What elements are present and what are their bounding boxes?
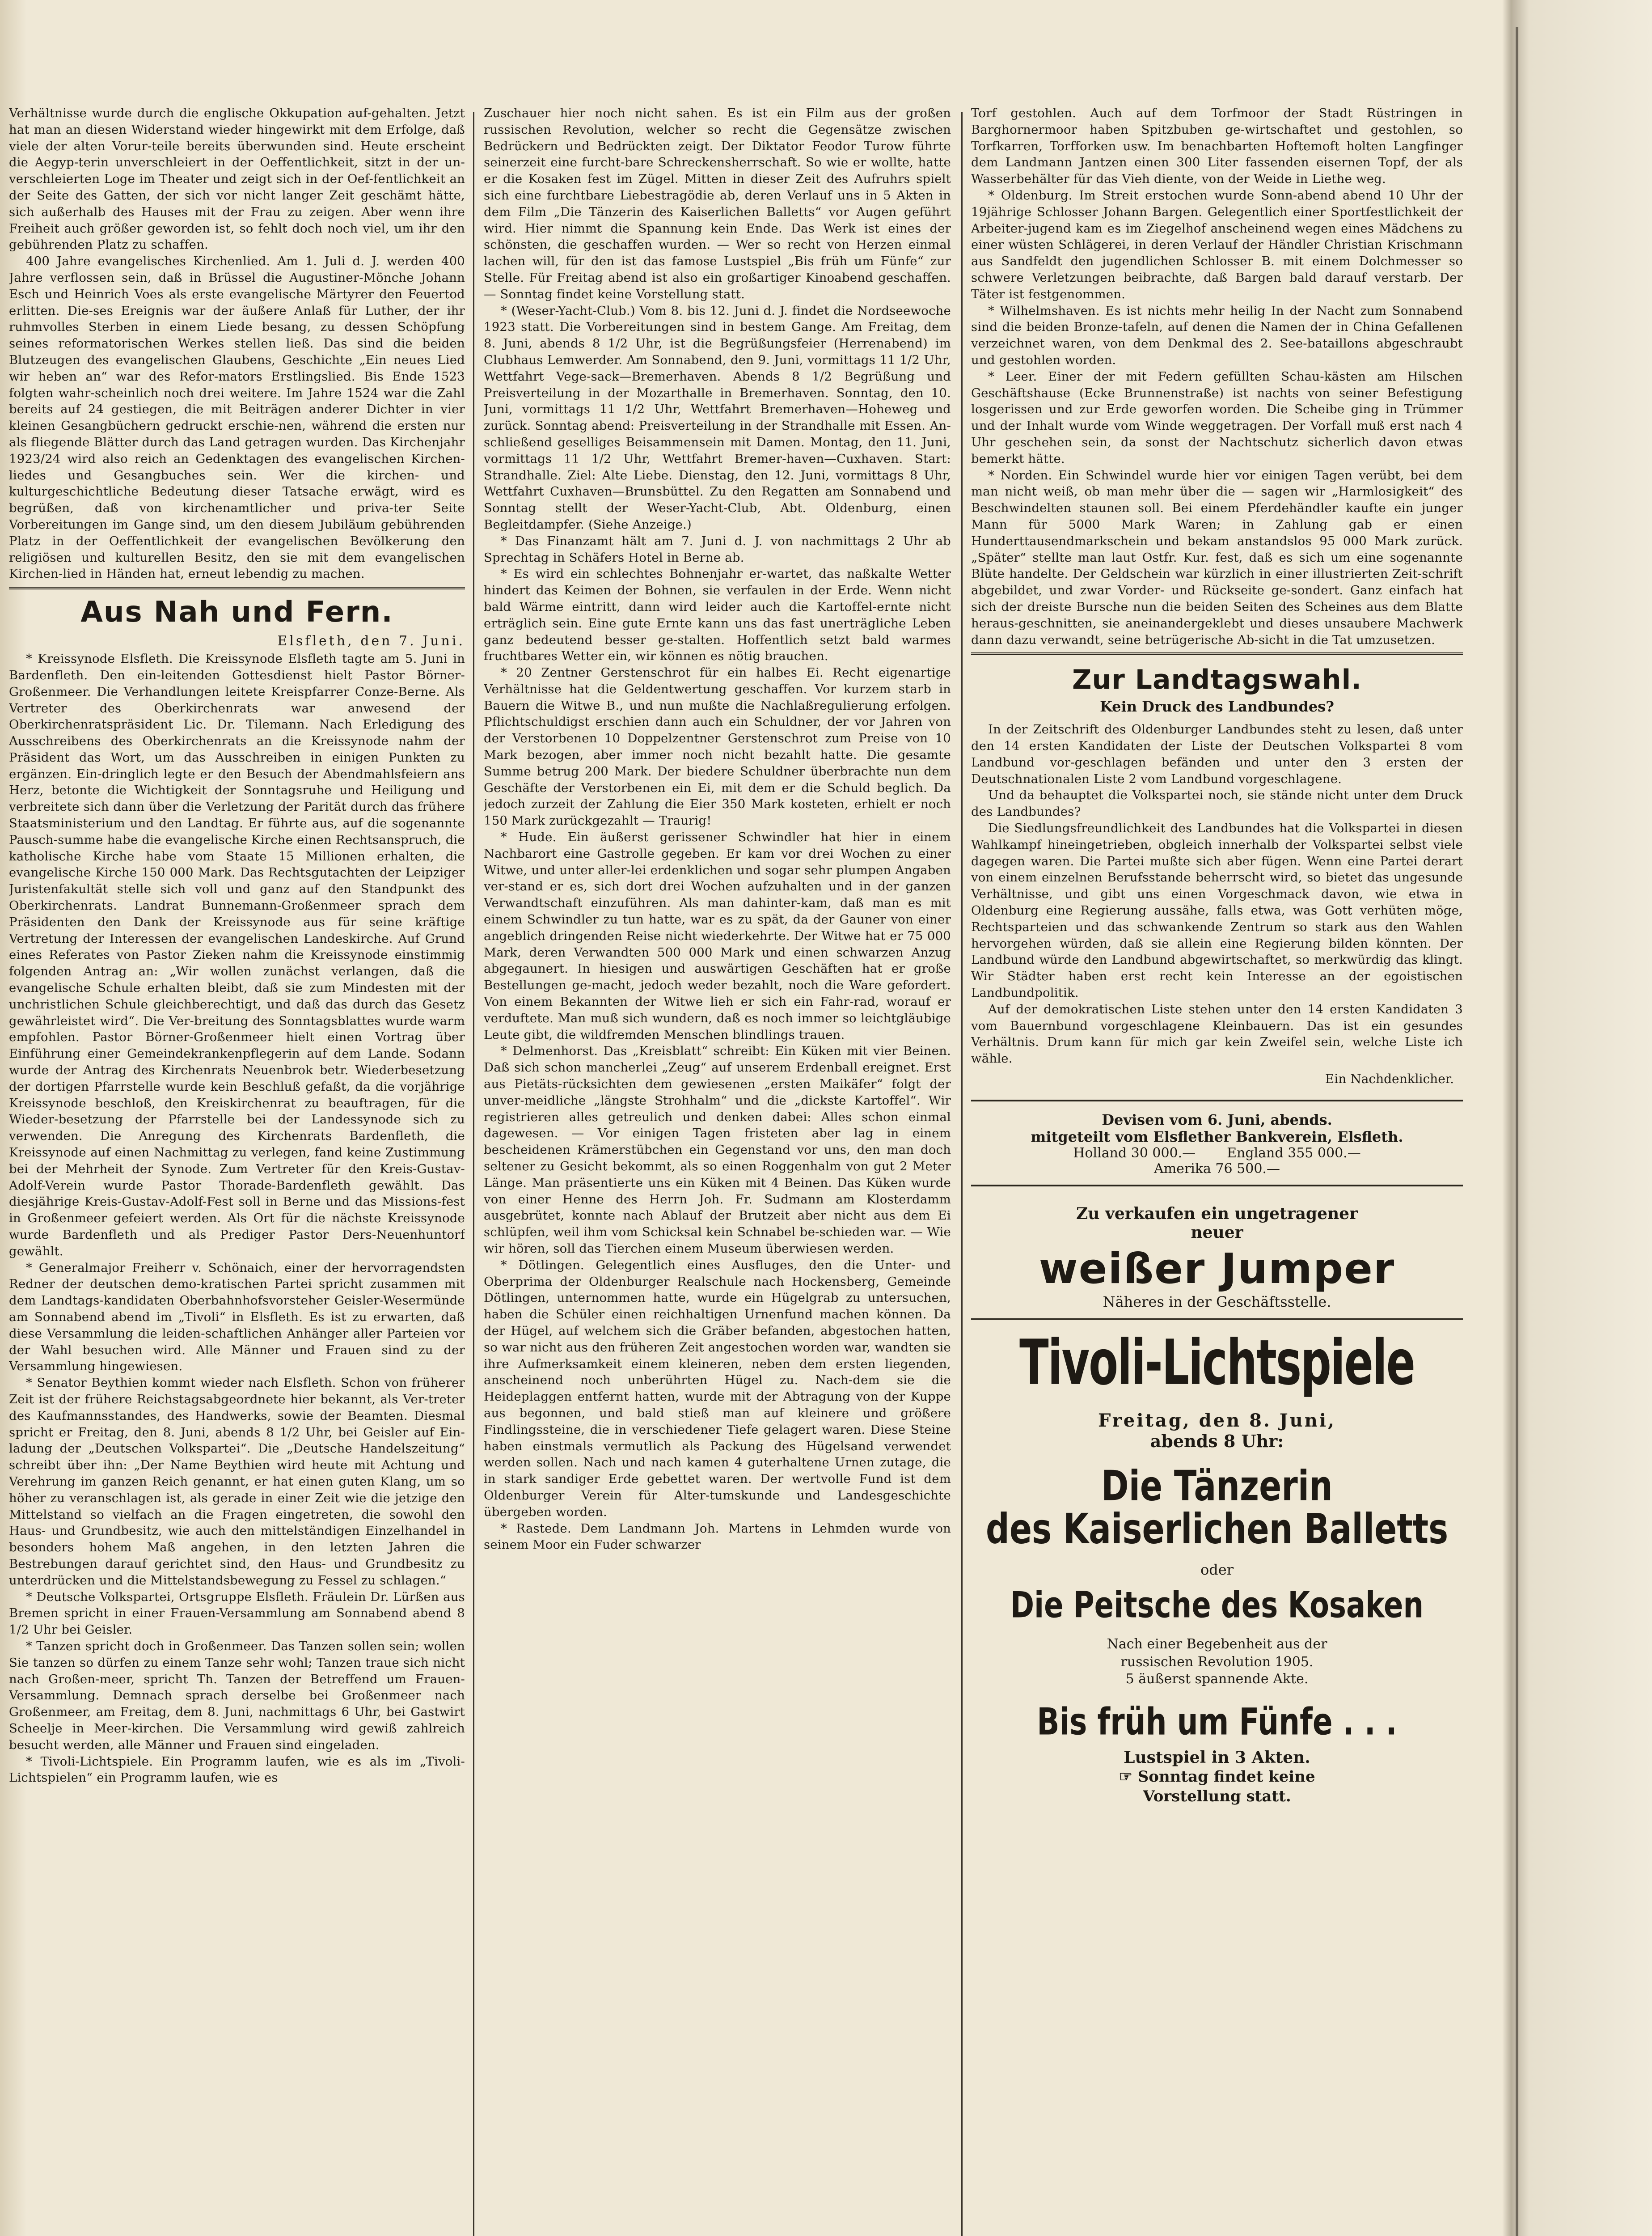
landtag-paragraph: Und da behauptet die Volkspartei noch, sie stände nicht unter dem Druck des Landbundes? (971, 788, 1463, 819)
film2-note-line1: Nach einer Begebenheit aus der (1107, 1636, 1327, 1652)
cinema-time: abends 8 Uhr: (1150, 1431, 1284, 1452)
landtag-paragraph: In der Zeitschrift des Oldenburger Landbundes steht zu lesen, daß unter den 14 ersten Kandidaten der Liste der Deutschen Volkspartei 8 vom Landbund vor-geschlagen befänden und unter den 3 ersten der Deutschnationalen Liste 2 vom Landbund vorgeschlagene. (971, 722, 1463, 786)
ad-jumper (971, 1204, 1463, 1310)
landtag-title: Zur Landtagswahl. (1072, 664, 1362, 696)
landtag-signature: Ein Nachdenklicher. (1325, 1071, 1454, 1087)
news-item: * Das Finanzamt hält am 7. Juni d. J. von nachmittags 2 Uhr ab Sprechtag in Schäfers Hotel in Berne ab. (484, 534, 951, 565)
news-item: * Delmenhorst. Das „Kreisblatt“ schreibt: Ein Küken mit vier Beinen. Daß sich schon mancherlei „Zeug“ auf unserem Erdenball ereignet. Erst aus Pietäts-rücksichten dem gewiesenen „ersten Maikäfer“ folgt der unver-meidliche „längste Strohhalm“ und die „dickste Kartoffel“. Wir registrieren alles getreulich und denken dabei: Alles schon einmal dagewesen. — Vor einigen Tagen fristeten aber lag in einem bescheidenen Krämerstübchen ein Gegenstand vor uns, den man doch seltener zu Gesicht bekommt, als so einen Roggenhalm von gut 2 Meter Länge. Man präsentierte uns ein Küken mit 4 Beinen. Das Küken wurde von einer Henne des Herrn Joh. Fr. Sudmann am Klosterdamm ausgebrütet, konnte nach Ablauf der Brutzeit aber nicht aus dem Ei schlüpfen, weil ihm vom Schicksal kein Schnabel be-schieden war. — Wie wir hören, soll das Tierchen einem Museum überwiesen werden. (484, 1044, 951, 1256)
column-middle (484, 105, 951, 2236)
devisen-rates-row (971, 1145, 1463, 1161)
film1-title-line2: des Kaiserlichen Balletts (985, 1505, 1449, 1553)
column-right-text (971, 105, 1463, 648)
dateline: Elsfleth, den 7. Juni. (277, 633, 465, 649)
news-item: Zuschauer hier noch nicht sahen. Es ist ein Film aus der großen russischen Revolution, welcher so recht die Gegensätze zwischen Bedrückern und Bedrückten zeigt. Der Diktator Feodor Turow führte seinerzeit eine furcht-bare Schreckensherrschaft. So wie er wollte, hatte er die Kosaken fest im Zügel. Mitten in dieser Zeit des Aufruhrs spielt sich eine furchtbare Liebestragödie ab, deren Verlauf uns in 5 Akten in dem Film „Die Tänzerin des Kaiserlichen Balletts“ vor Augen geführt wird. Hier nimmt die Spannung kein Ende. Das Werk ist eines der schönsten, die geschaffen wurden. — Wer so recht von Herzen einmal lachen will, für den ist das famose Lustspiel „Bis früh um Fünfe“ zur Stelle. Für Freitag abend ist also ein großartiger Kinoabend geschaffen. — Sonntag findet keine Vorstellung statt. (484, 106, 951, 301)
devisen-heading: Devisen vom 6. Juni, abends. (1102, 1111, 1332, 1129)
cinema-sunday-text: Sonntag findet keine (1137, 1768, 1315, 1786)
cinema-sunday-line2: Vorstellung statt. (1143, 1787, 1291, 1806)
section-divider (9, 587, 465, 589)
news-item: * Leer. Einer der mit Federn gefüllten Schau-kästen am Hilschen Geschäftshause (Ecke Brunnenstraße) ist nachts von seiner Befestigung losgerissen und zur Erde geworfen worden. Die Scheibe ging in Trümmer und der Inhalt wurde vom Winde weggetragen. Der Vorfall muß erst nach 4 Uhr geschehen sein, da sonst der Nachtschutz sicherlich davon etwas bemerkt hätte. (971, 369, 1463, 466)
section-divider (971, 652, 1463, 655)
cinema-name: Tivoli-Lichtspiele (1019, 1326, 1415, 1399)
news-item: * Kreissynode Elsfleth. Die Kreissynode Elsfleth tagte am 5. Juni in Bardenfleth. Den ein-leitenden Gottesdienst hielt Pastor Börner-Großenmeer. Die Verhandlungen leitete Kreispfarrer Conze-Berne. Als Vertreter des Oberkirchenrats war anwesend der Oberkirchenratspräsident Lic. Dr. Tilemann. Nach Erledigung des Ausschreibens des Oberkirchenrats an die Kreissynode nahm der Präsident das Wort, um das Ausschreiben in einigen Punkten zu ergänzen. Ein-dringlich legte er den Besuch der Abendmahlsfeiern ans Herz, betonte die Wichtigkeit der Sonntagsruhe und Heiligung und verbreitete sich dann über die Verletzung der Parität durch das frühere Staatsministerium und den Landtag. Er führte aus, auf die sogenannte Pausch-summe habe die evangelische Kirche einen Rechtsanspruch, die katholische Kirche habe vom Staate 15 Millionen erhalten, die evangelische Kirche 150 000 Mark. Das Rechtsgutachten der Leipziger Juristenfakultät stelle sich voll und ganz auf den Standpunkt des Oberkirchenrats. Landrat Bunnemann-Großenmeer sprach dem Präsidenten den Dank der Kreissynode aus für seine kräftige Vertretung der Interessen der evangelischen Landeskirche. Auf Grund eines Referates von Pastor Zieken nahm die Kreissynode einstimmig folgenden Antrag an: „Wir wollen zunächst verlangen, daß die evangelische Schule erhalten bleibt, daß sie zum Mindesten mit der unchristlichen Schule gleichberechtigt, und daß das durch das Gesetz gewährleistet wird“. Die Ver-breitung des Sonntagsblattes wurde warm empfohlen. Pastor Börner-Großenmeer hielt einen Vortrag über Einführung einer Gemeindekrankenpflegerin auf dem Lande. Sodann wurde der Antrag des Kirchenrats Neuenbrok betr. Wiederbesetzung der dortigen Pfarrstelle wurde kein Beschluß gefaßt, da die vorjährige Kreissynode beschloß, den Kreiskirchenrat zu beauftragen, für die Wieder-besetzung der Pfarrstelle bei der Landessynode sich zu verwenden. Die Anregung des Kirchenrats Bardenfleth, die Kreissynode auf einen Nachmittag zu verlegen, fand keine Zustimmung bei der Mehrheit der Synode. Zum Vertreter für den Kreis-Gustav-Adolf-Verein wurde Pastor Thorade-Bardenfleth gewählt. Das diesjährige Kreis-Gustav-Adolf-Fest soll in Berne und das Missions-fest in Großenmeer gefeiert werden. Als Ort für die nächste Kreissynode wurde Bardenfleth und als Prediger Pastor Ders-Neuenhuntorf gewählt. (9, 652, 465, 1258)
ad-divider (971, 1318, 1463, 1320)
film2-note-line2: russischen Revolution 1905. (1120, 1654, 1314, 1670)
ad-cinema (971, 1326, 1463, 1806)
landtag-paragraph: Auf der demokratischen Liste stehen unter den 14 ersten Kandidaten 3 vom Bauernbund vorgeschlagene Kleinbauern. Das ist ein gesundes Verhältnis. Drum kann für mich gar kein Zweifel sein, welche Liste ich wähle. (971, 1002, 1463, 1066)
landtag-paragraph: Die Siedlungsfreundlichkeit des Landbundes hat die Volkspartei in diesen Wahlkampf hineingetrieben, obgleich innerhalb der Volkspartei selbst viele dagegen waren. Die Partei mußte sich aber fügen. Wenn eine Partei derart von einem einzelnen Berufsstande beherrscht wird, so bietet das ungesunde Verhältnisse, und gibt uns einen Vorgeschmack davon, wie etwa in Oldenburg eine Regierung aussähe, falls etwa, was Gott verhüten möge, Rechtsparteien und das schwankende Zentrum so stark aus den Wahlen hervorgehen würden, daß sie allein eine Regierung bilden könnten. Der Landbund würde den Landbund abgewirtschaftet, so merkwürdig das klingt. Wir Städter haben erst recht kein Interesse an der egoistischen Landbundpolitik. (971, 821, 1463, 1000)
local-news-text (9, 651, 465, 1786)
cinema-oder: oder (1200, 1561, 1234, 1579)
news-item: * Tivoli-Lichtspiele. Ein Programm laufen, wie es als im „Tivoli-Lichtspielen“ ein Programm laufen, wie es (9, 1754, 465, 1785)
film1-title-line1: Die Tänzerin (1101, 1462, 1333, 1510)
ad-sale-line2: neuer (1191, 1223, 1243, 1242)
news-item: * Wilhelmshaven. Es ist nichts mehr heilig In der Nacht zum Sonnabend sind die beiden Bronze-tafeln, auf denen die Namen der in China Gefallenen verzeichnet waren, von dem Denkmal des 2. See-bataillons abgeschraubt und gestohlen worden. (971, 303, 1463, 367)
news-item: * Es wird ein schlechtes Bohnenjahr er-wartet, das naßkalte Wetter hindert das Keimen der Bohnen, sie verfaulen in der Erde. Wenn nicht bald Wärme eintritt, dann wird leider auch die Kartoffel-ernte nicht erträglich sein. Eine gute Ernte kann uns das fast unerträgliche Leben ganz bedeutend besser ge-stalten. Hoffentlich setzt bald warmes fruchtbares Wetter ein, wir können es nötig brauchen. (484, 567, 951, 664)
column-middle-text (484, 105, 951, 1553)
film2-acts: 5 äußerst spannende Akte. (1125, 1671, 1309, 1687)
news-item: * Hude. Ein äußerst gerissener Schwindler hat hier in einem Nachbarort eine Gastrolle gegeben. Er kam vor drei Wochen zu einer Witwe, und unter aller-lei erdenklichen und sogar sehr plumpen Angaben ver-stand er es, sich dort drei Wochen aufzuhalten und in der ganzen Verwandtschaft einzuführen. Als man dahinter-kam, daß man es mit einem Schwindler zu tun hatte, war es zu spät, da der Gauner von einer angeblich dringenden Reise nicht wiederkehrte. Der Witwe hat er 75 000 Mark, deren Verwandten 500 000 Mark und einen schwarzen Anzug abgegaunert. In hiesigen und auswärtigen Geschäften hat er große Bestellungen ge-macht, jedoch weder bezahlt, noch die Ware gefordert. Von einem Bekannten der Witwe lieh er sich ein Fahr-rad, worauf er verduftete. Man muß sich wundern, daß es noch immer so leichtgläubige Leute gibt, die wildfremden Menschen blindlings trauen. (484, 830, 951, 1042)
news-item: * Oldenburg. Im Streit erstochen wurde Sonn-abend abend 10 Uhr der 19jährige Schlosser Johann Bargen. Gelegentlich einer Sportfestlichkeit der Arbeiter-jugend kam es im Ziegelhof anscheinend wegen eines Mädchens zu einer wüsten Schlägerei, in deren Verlauf der Händler Christian Krischmann aus Sandfeldt den jugendlichen Schlosser B. mit einem Dolchmesser so schwere Verletzungen beibrachte, daß Bargen bald darauf verstarb. Der Täter ist festgenommen. (971, 188, 1463, 301)
column-rule-left (473, 112, 474, 2236)
news-item: * Norden. Ein Schwindel wurde hier vor einigen Tagen verübt, bei dem man nicht weiß, ob man mehr über die — sagen wir „Harmlosigkeit“ des Beschwindelten staunen soll. Bei einem Pferdehändler kaufte ein junger Mann für 5000 Mark Waren; in Zahlung gab er einen Hunderttausendmarkschein und bekam anstandslos 95 000 Mark zurück. „Später“ stellte man laut Ostfr. Kur. fest, daß es sich um eine sogenannte Blüte handelte. Der Geldschein war kürzlich in einer illustrierten Zeit-schrift abgebildet, und zwar Vorder- und Rückseite ge-sondert. Ganz einfach hat sich der dreiste Bursche nun die beiden Seiten des Scheines aus dem Blatte heraus-geschnitten, sie aneinandergeklebt und dieses unsaubere Machwerk dann dazu verwandt, seine betrügerische Ab-sicht in die Tat umzusetzen. (971, 468, 1463, 647)
section-title-nah-fern: Aus Nah und Fern. (80, 596, 393, 629)
news-item: * Rastede. Dem Landmann Joh. Martens in Lehmden wurde von seinem Moor ein Fuder schwarzer (484, 1521, 951, 1552)
column-left-text (9, 105, 465, 582)
article-continuation: Verhältnisse wurde durch die englische Okkupation auf-gehalten. Jetzt hat man an diesen Widerstand wieder hingewirkt mit dem Erfolge, daß viele der alten Vorur-teile bereits überwunden sind. Heute erscheint die Aegyp-terin unverschleiert in der Oeffentlichkeit, sitzt in der un-verschleierten Loge im Theater und zeigt sich in der Oef-fentlichkeit an der Seite des Gatten, der sich vor nicht langer Zeit geschämt hätte, sich außerhalb des Hauses mit der Frau zu zeigen. Aber wenn ihre Freiheit auch größer geworden ist, so fehlt doch noch viel, um ihr den gebührenden Platz zu schaffen. (9, 106, 465, 252)
pointing-hand-icon: ☞ (1119, 1768, 1138, 1786)
rate-amerika: Amerika 76 500.— (1154, 1161, 1280, 1177)
news-item: * Generalmajor Freiherr v. Schönaich, einer der hervorragendsten Redner der deutschen demo-kratischen Partei spricht zusammen mit dem Landtags-kandidaten Oberbahnhofsvorsteher Geisler-Wesermünde am Sonnabend abend im „Tivoli“ in Elsfleth. Es ist zu erwarten, daß diese Versammlung die leiden-schaftlichen Anhänger aller Parteien vor der Wahl besuchen wird. Alle Männer und Frauen sind zu der Versammlung hingewiesen. (9, 1260, 465, 1374)
rate-holland: Holland 30 000.— (1073, 1145, 1196, 1161)
column-left (9, 105, 465, 2236)
page-fold-edge (1516, 27, 1518, 2236)
cinema-sunday-line1 (971, 1767, 1463, 1787)
news-item: * Tanzen spricht doch in Großenmeer. Das Tanzen sollen sein; wollen Sie tanzen so dürfen zu einem Tanze sehr wohl; Tanzen traue sich nicht nach Großen-meer, spricht Th. Tanzen der Betreffend um Frauen-Versammlung. Demnach sprach derselbe bei Großenmeer nach Großenmeer, am Freitag, dem 8. Juni, nachmittags 6 Uhr, bei Gastwirt Scheelje in Meer-kirchen. Die Versammlung wird gewiß zahlreich besucht werden, alle Männer und Frauen sind eingeladen. (9, 1639, 465, 1752)
rate-england: England 355 000.— (1227, 1145, 1361, 1161)
news-item: * Dötlingen. Gelegentlich eines Ausfluges, den die Unter- und Oberprima der Oldenburger Realschule nach Hockensberg, Gemeinde Dötlingen, unternommen hatte, wurde ein Hügelgrab zu untersuchen, haben die Schüler einen reichhaltigen Urnenfund machen können. Da der Hügel, auf welchem sich die Gräber befanden, abgestochen hatten, so war nicht aus den früheren Zeit angestochen worden war, wandten sie ihre Aufmerksamkeit einem kleineren, neben dem ersten liegenden, anscheinend noch unberührten Hügel zu. Nach-dem sie die Heideplaggen entfernt hatten, wurde mit der Abtragung von der Kuppe aus begonnen, und bald stieß man auf kleinere und größere Findlingssteine, die in verschiedener Tiefe gelagert waren. Diese Steine haben einstmals vermutlich als Packung des Hügelsand verwendet werden sollen. Nach und nach kamen 4 guterhaltene Urnen zutage, die in stark sandiger Erde gebettet waren. Der wertvolle Fund ist dem Oldenburger Verein für Alter-tumskunde und Landesgeschichte übergeben worden. (484, 1258, 951, 1519)
column-right (971, 105, 1463, 2236)
landtag-subtitle: Kein Druck des Landbundes? (1100, 698, 1334, 716)
film3-title: Bis früh um Fünfe . . . (1037, 1700, 1397, 1744)
devisen-box (971, 1100, 1463, 1186)
news-item: * Deutsche Volkspartei, Ortsgruppe Elsfleth. Fräulein Dr. Lürßen aus Bremen spricht in einer Frauen-Versammlung am Sonnabend abend 8 1/2 Uhr bei Geisler. (9, 1589, 465, 1637)
article-kirchenlied: 400 Jahre evangelisches Kirchenlied. Am 1. Juli d. J. werden 400 Jahre verflossen sein, daß in Brüssel die Augustiner-Mönche Johann Esch und Heinrich Voes als erste evangelische Märtyrer den Feuertod erlitten. Die-ses Ereignis war der äußere Anlaß für Luther, der ihr ruhmvolles Sterben in einem Liede besang, zu dessen Schöpfung seines reformatorischen Werkes stellen ließ. Das sind die beiden Blutzeugen des evangelischen Glaubens, Geschichte „Ein neues Lied wir heben an“ war des Refor-mators Erstlingslied. Bis Ende 1523 folgten wahr-scheinlich noch drei weitere. Im Jahre 1524 war die Zahl bereits auf 24 gestiegen, die mit Beiträgen anderer Dichter in vier kleinen Gesangbüchern gedruckt erschie-nen, während die ersten nur als fliegende Blätter durch das Land getragen wurden. Das Kirchenjahr 1923/24 wird also reich an Gedenktagen des evangelischen Kirchen-liedes und Gesangbuches sein. Wer die kirchen- und kulturgeschichtliche Bedeutung dieser Tatsache erwägt, wird es begrüßen, daß von kirchenamtlicher und priva-ter Seite Vorbereitungen im Gange sind, um den diesem Jubiläum gebührenden Platz in der Oeffentlichkeit der evangelischen Bevölkerung den religiösen und kulturellen Besitz, den sie mit dem evangelischen Kirchen-lied in Händen hat, erneut lebendig zu machen. (9, 254, 465, 581)
ad-sale-line1: Zu verkaufen ein ungetragener (1076, 1204, 1358, 1224)
news-item: * (Weser-Yacht-Club.) Vom 8. bis 12. Juni d. J. findet die Nordseewoche 1923 statt. Die Vorbereitungen sind in bestem Gange. Am Freitag, dem 8. Juni, abends 8 1/2 Uhr, ist die Begrüßungsfeier (Herrenabend) im Clubhaus Lemwerder. Am Sonnabend, den 9. Juni, vormittags 11 1/2 Uhr, Wettfahrt Vege-sack—Bremerhaven. Abends 8 1/2 Begrüßung und Preisverteilung in der Mozarthalle in Bremerhaven. Sonntag, den 10. Juni, vormittags 11 1/2 Uhr, Wettfahrt Bremerhaven—Hoheweg und zurück. Sonntag abend: Preisverteilung in der Strandhalle mit Essen. An-schließend geselliges Beisammensein mit Damen. Montag, den 11. Juni, vormittags 11 1/2 Uhr, Wettfahrt Bremer-haven—Cuxhaven. Start: Strandhalle. Ziel: Alte Liebe. Dienstag, den 12. Juni, vormittags 8 Uhr, Wettfahrt Cuxhaven—Brunsbüttel. Zu den Regatten am Sonnabend und Sonntag stellt der Weser-Yacht-Club, Abt. Oldenburg, einen Begleitdampfer. (Siehe Anzeige.) (484, 303, 951, 532)
devisen-source: mitgeteilt vom Elsflether Bankverein, Elsfleth. (1031, 1128, 1403, 1146)
column-rule-right (961, 112, 963, 2236)
cinema-date: Freitag, den 8. Juni, (1098, 1410, 1336, 1431)
ad-sale-item: weißer Jumper (1039, 1245, 1395, 1294)
film2-title: Die Peitsche des Kosaken (1010, 1584, 1424, 1626)
news-item: * Senator Beythien kommt wieder nach Elsfleth. Schon von früherer Zeit ist der frühere Reichstagsabgeordnete hier bekannt, als Ver-treter des Kaufmannsstandes, des Handwerks, sowie der Beamten. Diesmal spricht er Freitag, den 8. Juni, abends 8 1/2 Uhr, bei Geisler auf Ein-ladung der „Deutschen Volkspartei“. Die „Deutsche Handelszeitung“ schreibt über ihn: „Der Name Beythien wird heute mit Achtung und Verehrung im ganzen Reich genannt, er hat einen guten Klang, um so höher zu veranschlagen ist, als gerade in einer Zeit wie die jetzige den Mittelstand so vielfach an die Fragen eingetreten, die sowohl den Haus- und Grundbesitz, wie auch den mittelständigen Einzelhandel in besonders hohem Maß angehen, in den letzten Jahren die Bestrebungen darauf gerichtet sind, den Haus- und Grundbesitz zu unterdrücken und die Mittelstandsbewegung zu Fessel zu schlagen.“ (9, 1376, 465, 1588)
news-item: * 20 Zentner Gerstenschrot für ein halbes Ei. Recht eigenartige Verhältnisse hat die Geldentwertung geschaffen. Vor kurzem starb in Bauern die Witwe B., und nun mußte die Nachlaßregulierung erfolgen. Pflichtschuldigst erschien dann auch ein Schuldner, der vor Jahren von der Verstorbenen 10 Doppelzentner Gerstenschrot zum Preise von 10 Mark bezogen, aber immer noch nicht bezahlt hatte. Die gesamte Summe betrug 200 Mark. Der biedere Schuldner überbrachte nun dem Geschäfte der Verstorbenen ein Ei, mit dem er die Schuld beglich. Da jedoch zurzeit der Zahlung die Eier 350 Mark kosteten, erhielt er noch 150 Mark zurückgezahlt — Traurig! (484, 665, 951, 828)
landtag-text (971, 721, 1463, 1067)
film3-subtitle: Lustspiel in 3 Akten. (1124, 1748, 1310, 1767)
ad-sale-office: Näheres in der Geschäftsstelle. (1103, 1293, 1331, 1311)
news-item: Torf gestohlen. Auch auf dem Torfmoor der Stadt Rüstringen in Barghornermoor haben Spitzbuben ge-wirtschaftet und gestohlen, so Torfkarren, Torfforken usw. Im benachbarten Hoftemoft holten Langfinger dem Landmann Jantzen einen 300 Liter fassenden eisernen Topf, der als Wasserbehälter für das Vieh diente, von der Weide in Liethe weg. (971, 106, 1463, 186)
